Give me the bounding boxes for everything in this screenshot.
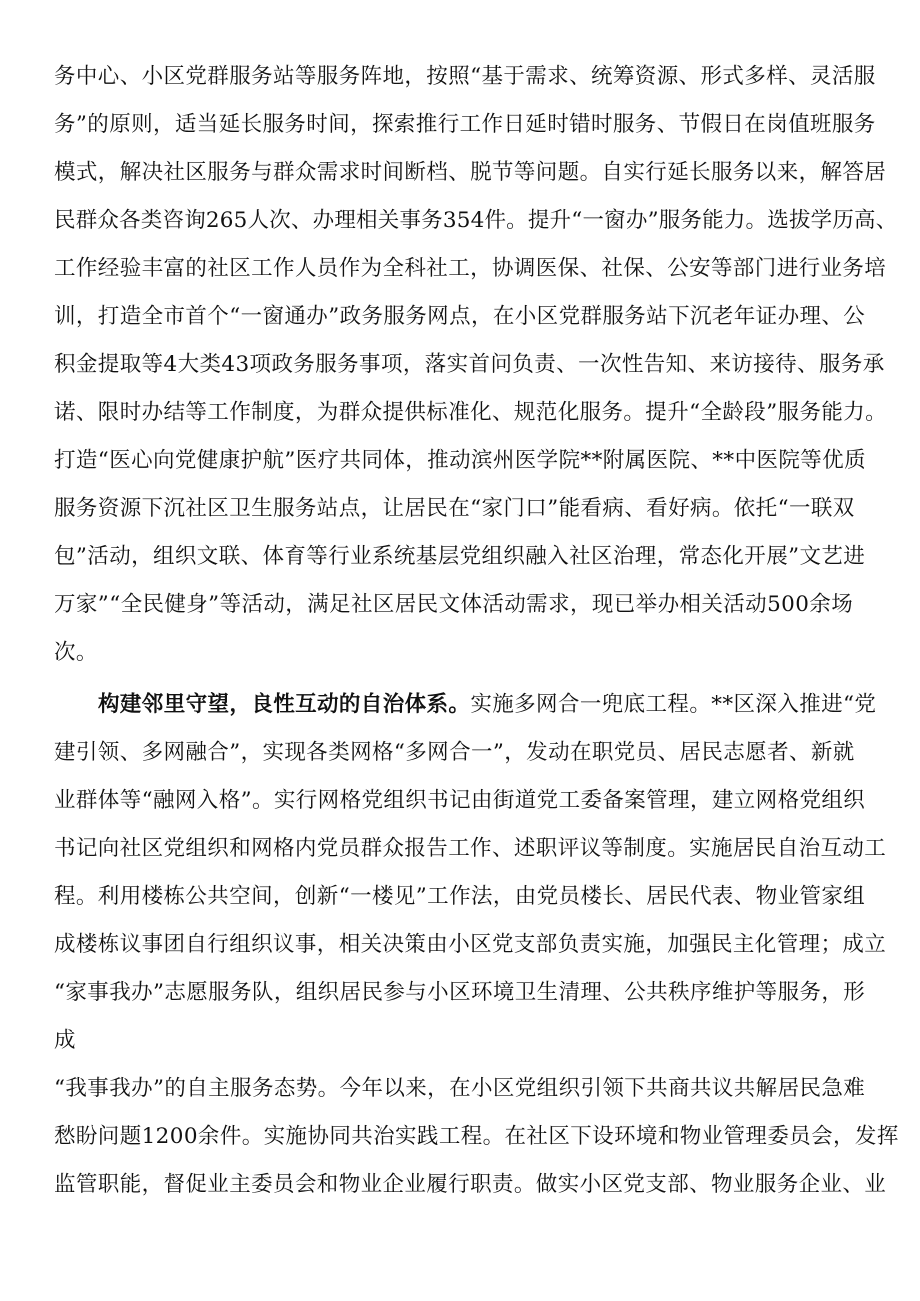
- paragraph-line: 业群体等“融网入格”。实行网格党组织书记由街道党工委备案管理，建立网格党组织: [54, 788, 866, 813]
- paragraph-line: 包”活动，组织文联、体育等行业系统基层党组织融入社区治理，常态化开展”文艺进: [54, 544, 866, 569]
- paragraph-line: “家事我办”志愿服务队，组织居民参与小区环境卫生清理、公共秩序维护等服务，形: [54, 980, 866, 1005]
- paragraph-line: 服务资源下沉社区卫生服务站点，让居民在“家门口”能看病、看好病。依托“一联双: [54, 496, 855, 521]
- paragraph-line: 打造“医心向党健康护航”医疗共同体，推动滨州医学院**附属医院、**中医院等优质: [54, 448, 866, 473]
- paragraph-line: 工作经验丰富的社区工作人员作为全科社工，协调医保、社保、公安等部门进行业务培: [54, 256, 887, 281]
- paragraph-line: 成: [54, 1028, 76, 1053]
- paragraph-line: 愁盼问题1200余件。实施协同共治实践工程。在社区下设环境和物业管理委员会，发挥: [54, 1124, 899, 1149]
- paragraph-line: 模式，解决社区服务与群众需求时间断档、脱节等问题。自实行延长服务以来，解答居: [54, 160, 887, 185]
- paragraph-line: 务中心、小区党群服务站等服务阵地，按照“基于需求、统筹资源、形式多样、灵活服: [54, 64, 876, 89]
- paragraph-line-text: 实施多网合一兜底工程。**区深入推进“党: [470, 692, 877, 717]
- paragraph-line: 万家”“全民健身”等活动，满足社区居民文体活动需求，现已举办相关活动500余场: [54, 592, 854, 617]
- paragraph-line: 程。利用楼栋公共空间，创新“一楼见”工作法，由党员楼长、居民代表、物业管家组: [54, 884, 866, 909]
- paragraph-line: 次。: [54, 640, 98, 665]
- paragraph-line: “我事我办”的自主服务态势。今年以来，在小区党组织引领下共商共议共解居民急难: [54, 1076, 866, 1101]
- paragraph-line: 训，打造全市首个“一窗通办”政务服务网点，在小区党群服务站下沉老年证办理、公: [54, 304, 866, 329]
- paragraph-line: 民群众各类咨询265人次、办理相关事务354件。提升“一窗办”服务能力。选拔学历高、: [54, 208, 898, 233]
- paragraph-line: 建引领、多网融合”，实现各类网格“多网合一”，发动在职党员、居民志愿者、新就: [54, 740, 855, 765]
- paragraph-first-line: [98, 690, 876, 720]
- paragraph-line: 成楼栋议事团自行组织议事，相关决策由小区党支部负责实施，加强民主化管理；成立: [54, 932, 887, 957]
- paragraph-line: 监管职能，督促业主委员会和物业企业履行职责。做实小区党支部、物业服务企业、业: [54, 1172, 887, 1197]
- paragraph-line: 务”的原则，适当延长服务时间，探索推行工作日延时错时服务、节假日在岗值班服务: [54, 112, 876, 137]
- paragraph-line: 诺、限时办结等工作制度，为群众提供标准化、规范化服务。提升“全龄段”服务能力。: [54, 400, 888, 425]
- paragraph-line: 书记向社区党组织和网格内党员群众报告工作、述职评议等制度。实施居民自治互动工: [54, 836, 887, 861]
- paragraph-line: 积金提取等4大类43项政务服务事项，落实首问负责、一次性告知、来访接待、服务承: [54, 352, 885, 377]
- section-heading: 构建邻里守望，良性互动的自治体系。: [98, 692, 471, 717]
